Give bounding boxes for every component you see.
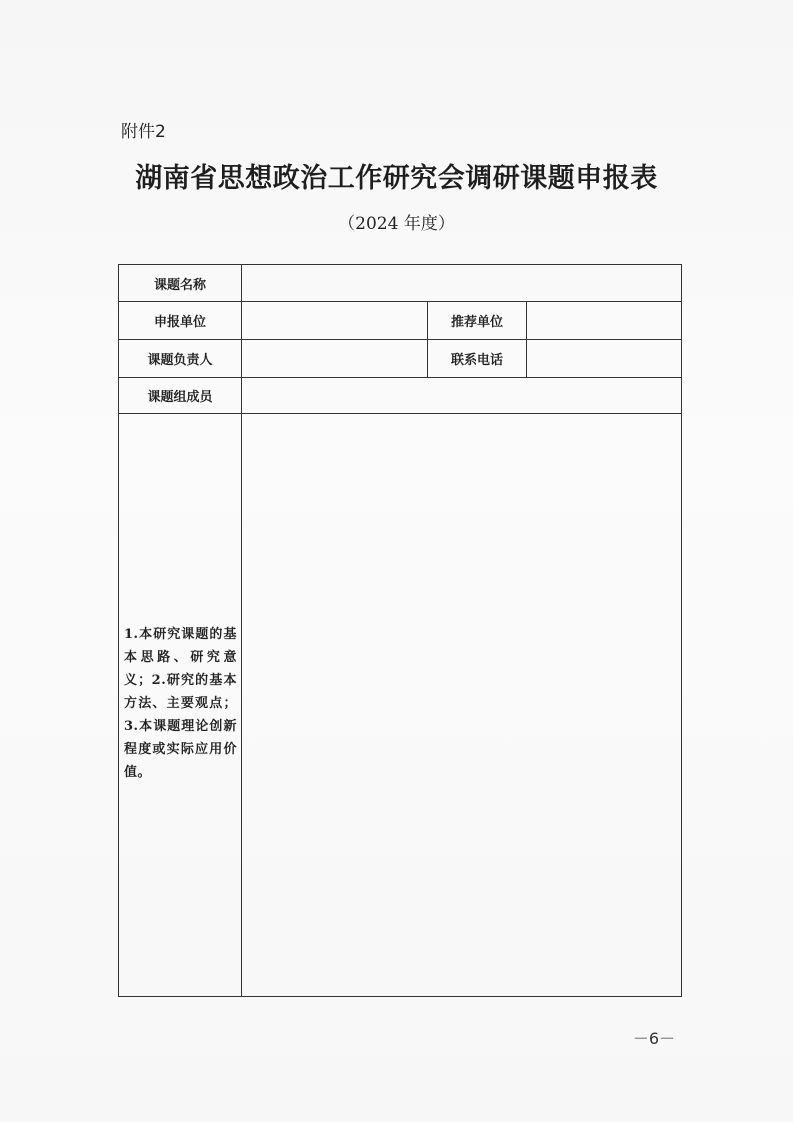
topic-leader-field[interactable] bbox=[242, 340, 428, 378]
team-members-field[interactable] bbox=[242, 378, 682, 414]
team-members-row bbox=[119, 378, 682, 414]
attachment-label: 附件2 bbox=[121, 122, 166, 142]
description-label: 1.本研究课题的基本思路、研究意义；2.研究的基本方法、主要观点；3.本课题理论创新程度或实际应用价值。 bbox=[124, 627, 237, 780]
leader-row bbox=[119, 340, 682, 378]
applying-unit-label: 申报单位 bbox=[119, 302, 242, 340]
unit-row bbox=[119, 302, 682, 340]
contact-phone-field[interactable] bbox=[527, 340, 682, 378]
topic-name-field[interactable] bbox=[242, 265, 682, 302]
team-members-label: 课题组成员 bbox=[119, 378, 242, 414]
description-label-cell bbox=[119, 414, 242, 997]
topic-name-row bbox=[119, 265, 682, 302]
description-field[interactable] bbox=[242, 414, 682, 997]
description-row bbox=[119, 414, 682, 997]
topic-leader-label: 课题负责人 bbox=[119, 340, 242, 378]
year-label: （2024 年度） bbox=[338, 214, 455, 234]
recommending-unit-field[interactable] bbox=[527, 302, 682, 340]
contact-phone-label: 联系电话 bbox=[428, 340, 527, 378]
applying-unit-field[interactable] bbox=[242, 302, 428, 340]
form-title: 湖南省思想政治工作研究会调研课题申报表 bbox=[135, 163, 658, 194]
page-number: －6－ bbox=[632, 1029, 675, 1048]
topic-name-label: 课题名称 bbox=[119, 265, 242, 302]
recommending-unit-label: 推荐单位 bbox=[428, 302, 527, 340]
application-form-table bbox=[118, 264, 682, 997]
